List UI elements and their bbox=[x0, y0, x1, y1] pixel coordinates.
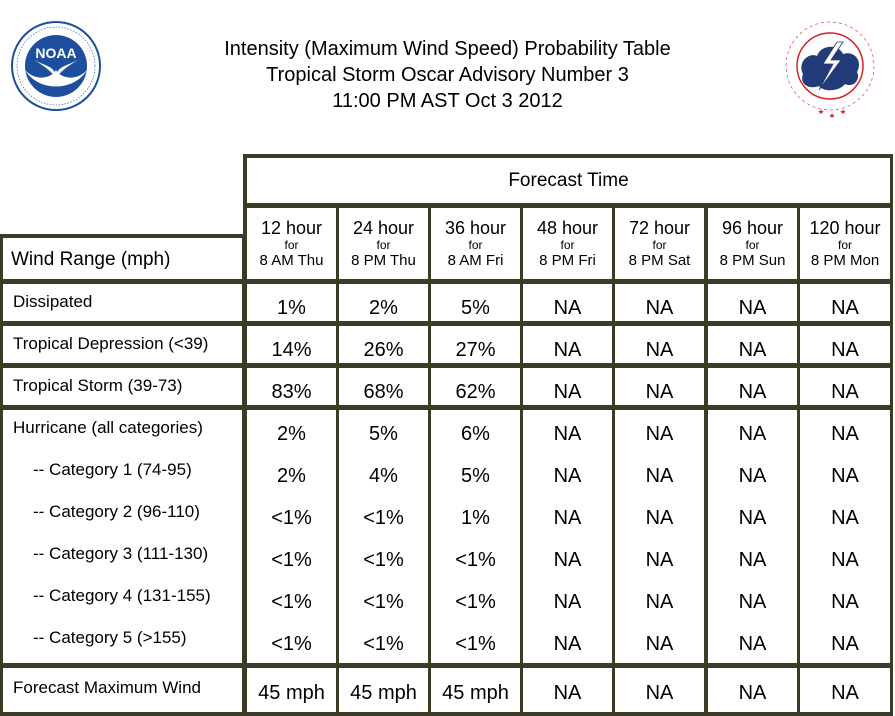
column-hours: 12 hour bbox=[260, 218, 323, 238]
column-for: for bbox=[284, 238, 299, 252]
probability-value: 2% bbox=[277, 465, 306, 487]
column-header bbox=[247, 208, 336, 279]
probability-value: NA bbox=[645, 549, 674, 571]
value-cell bbox=[615, 368, 704, 405]
probability-value: 4% bbox=[369, 465, 398, 487]
value-cell bbox=[523, 410, 612, 663]
column-for: for bbox=[652, 238, 667, 252]
probability-value: NA bbox=[553, 507, 582, 529]
probability-value: NA bbox=[831, 549, 859, 571]
column-date: 8 PM Fri bbox=[539, 252, 596, 269]
forecast-time-header bbox=[247, 158, 890, 203]
probability-value: 45 mph bbox=[442, 682, 509, 704]
value-cell bbox=[431, 284, 520, 321]
forecast-time-label: Forecast Time bbox=[508, 170, 629, 191]
column-header bbox=[708, 208, 797, 279]
advisory-title: Tropical Storm Oscar Advisory Number 3 bbox=[266, 64, 629, 86]
probability-value: 26% bbox=[363, 339, 404, 361]
probability-value: NA bbox=[645, 423, 674, 445]
probability-value: NA bbox=[831, 633, 859, 655]
probability-value: NA bbox=[738, 507, 767, 529]
probability-value: NA bbox=[645, 682, 674, 704]
value-cell bbox=[431, 668, 520, 712]
probability-value: 45 mph bbox=[350, 682, 417, 704]
column-for: for bbox=[837, 238, 852, 252]
value-cell bbox=[247, 284, 336, 321]
probability-value: <1% bbox=[271, 633, 312, 655]
probability-value: <1% bbox=[363, 507, 404, 529]
value-cell bbox=[523, 284, 612, 321]
value-cell bbox=[247, 368, 336, 405]
probability-value: 2% bbox=[369, 297, 398, 319]
noaa-logo bbox=[10, 8, 102, 126]
row-label: Hurricane (all categories) bbox=[13, 418, 203, 437]
probability-value: NA bbox=[645, 297, 674, 319]
value-cell bbox=[339, 284, 428, 321]
page-title: Intensity (Maximum Wind Speed) Probability Table bbox=[224, 38, 671, 60]
column-hours: 36 hour bbox=[444, 218, 507, 238]
row-label: -- Category 1 (74-95) bbox=[33, 460, 192, 479]
probability-value: 14% bbox=[271, 339, 312, 361]
value-cell bbox=[431, 326, 520, 363]
probability-value: NA bbox=[553, 549, 582, 571]
value-cell bbox=[615, 326, 704, 363]
probability-value: 5% bbox=[369, 423, 398, 445]
column-date: 8 PM Sat bbox=[628, 252, 691, 269]
probability-value: 1% bbox=[277, 297, 306, 319]
probability-value: NA bbox=[831, 423, 859, 445]
column-for: for bbox=[468, 238, 483, 252]
probability-value: NA bbox=[831, 297, 859, 319]
probability-value: <1% bbox=[363, 633, 404, 655]
row-label: Tropical Depression (<39) bbox=[13, 334, 209, 353]
value-cell bbox=[247, 668, 336, 712]
probability-value: NA bbox=[831, 339, 859, 361]
value-cell bbox=[615, 668, 704, 712]
value-cell bbox=[247, 326, 336, 363]
wind-range-header bbox=[3, 238, 242, 279]
wind-range-label: Wind Range (mph) bbox=[11, 249, 171, 270]
row-label: Dissipated bbox=[13, 292, 93, 311]
probability-value: NA bbox=[738, 339, 767, 361]
value-cell bbox=[339, 668, 428, 712]
probability-value: NA bbox=[645, 339, 674, 361]
column-hours: 120 hour bbox=[809, 218, 881, 238]
probability-value: NA bbox=[645, 507, 674, 529]
column-header bbox=[615, 208, 704, 279]
probability-value: <1% bbox=[271, 507, 312, 529]
value-cell bbox=[523, 668, 612, 712]
column-date: 8 PM Sun bbox=[719, 252, 786, 269]
column-date: 8 PM Thu bbox=[351, 252, 416, 269]
probability-value: 68% bbox=[363, 381, 404, 403]
probability-value: NA bbox=[831, 682, 859, 704]
probability-value: NA bbox=[738, 591, 767, 613]
value-cell bbox=[431, 368, 520, 405]
value-cell bbox=[800, 368, 890, 405]
probability-value: <1% bbox=[455, 549, 496, 571]
value-cell bbox=[800, 326, 890, 363]
row-label-cell bbox=[3, 410, 242, 663]
column-hours: 24 hour bbox=[352, 218, 415, 238]
column-header bbox=[800, 208, 890, 279]
row-label: Forecast Maximum Wind bbox=[13, 678, 201, 697]
probability-value: <1% bbox=[271, 549, 312, 571]
value-cell bbox=[339, 410, 428, 663]
probability-value: <1% bbox=[271, 591, 312, 613]
column-header bbox=[431, 208, 520, 279]
probability-value: NA bbox=[831, 381, 859, 403]
column-date: 8 PM Mon bbox=[810, 252, 880, 269]
probability-value: NA bbox=[553, 591, 582, 613]
probability-value: NA bbox=[645, 381, 674, 403]
column-date: 8 AM Thu bbox=[259, 252, 324, 269]
probability-value: NA bbox=[645, 591, 674, 613]
value-cell bbox=[615, 410, 704, 663]
advisory-time: 11:00 PM AST Oct 3 2012 bbox=[332, 90, 563, 112]
probability-value: NA bbox=[738, 682, 767, 704]
column-hours: 96 hour bbox=[721, 218, 784, 238]
noaa-logo-text: NOAA bbox=[35, 45, 77, 61]
value-cell bbox=[800, 668, 890, 712]
probability-value: NA bbox=[553, 633, 582, 655]
column-header bbox=[523, 208, 612, 279]
probability-value: 1% bbox=[461, 507, 490, 529]
probability-value: <1% bbox=[455, 633, 496, 655]
row-label-cell bbox=[3, 368, 242, 405]
column-date: 8 AM Fri bbox=[447, 252, 504, 269]
value-cell bbox=[708, 368, 797, 405]
column-header bbox=[339, 208, 428, 279]
probability-value: 2% bbox=[277, 423, 306, 445]
row-label: Tropical Storm (39-73) bbox=[13, 376, 183, 395]
column-for: for bbox=[560, 238, 575, 252]
column-hours: 72 hour bbox=[628, 218, 691, 238]
probability-value: <1% bbox=[455, 591, 496, 613]
probability-value: 5% bbox=[461, 465, 490, 487]
value-cell bbox=[708, 284, 797, 321]
row-label: -- Category 5 (>155) bbox=[33, 628, 187, 647]
row-label-cell bbox=[3, 326, 242, 363]
row-label: -- Category 2 (96-110) bbox=[33, 502, 200, 521]
probability-value: 83% bbox=[271, 381, 312, 403]
probability-value: NA bbox=[553, 339, 582, 361]
row-label-cell bbox=[3, 668, 242, 712]
probability-value: NA bbox=[553, 381, 582, 403]
value-cell bbox=[708, 326, 797, 363]
row-label: -- Category 3 (111-130) bbox=[33, 544, 209, 563]
value-cell bbox=[800, 284, 890, 321]
probability-value: NA bbox=[553, 423, 582, 445]
probability-value: NA bbox=[831, 507, 859, 529]
value-cell bbox=[339, 326, 428, 363]
probability-value: 5% bbox=[461, 297, 490, 319]
probability-value: 45 mph bbox=[258, 682, 325, 704]
value-cell bbox=[800, 410, 890, 663]
value-cell bbox=[615, 284, 704, 321]
value-cell bbox=[708, 410, 797, 663]
probability-value: 6% bbox=[461, 423, 490, 445]
probability-value: NA bbox=[553, 297, 582, 319]
probability-value: 27% bbox=[455, 339, 496, 361]
value-cell bbox=[708, 668, 797, 712]
column-for: for bbox=[745, 238, 760, 252]
probability-value: 62% bbox=[455, 381, 496, 403]
probability-value: NA bbox=[553, 465, 582, 487]
probability-value: <1% bbox=[363, 591, 404, 613]
probability-value: NA bbox=[738, 297, 767, 319]
probability-value: NA bbox=[738, 423, 767, 445]
probability-value: NA bbox=[738, 381, 767, 403]
value-cell bbox=[431, 410, 520, 663]
row-label: -- Category 4 (131-155) bbox=[33, 586, 211, 605]
value-cell bbox=[523, 368, 612, 405]
probability-value: NA bbox=[645, 465, 674, 487]
probability-value: <1% bbox=[363, 549, 404, 571]
probability-value: NA bbox=[738, 465, 767, 487]
probability-value: NA bbox=[738, 549, 767, 571]
row-label-cell bbox=[3, 284, 242, 321]
value-cell bbox=[339, 368, 428, 405]
probability-value: NA bbox=[831, 465, 859, 487]
probability-value: NA bbox=[553, 682, 582, 704]
column-for: for bbox=[376, 238, 391, 252]
probability-value: NA bbox=[738, 633, 767, 655]
probability-value: NA bbox=[831, 591, 859, 613]
column-hours: 48 hour bbox=[536, 218, 599, 238]
probability-value: NA bbox=[645, 633, 674, 655]
national-weather-service-logo bbox=[775, 10, 885, 126]
value-cell bbox=[247, 410, 336, 663]
value-cell bbox=[523, 326, 612, 363]
